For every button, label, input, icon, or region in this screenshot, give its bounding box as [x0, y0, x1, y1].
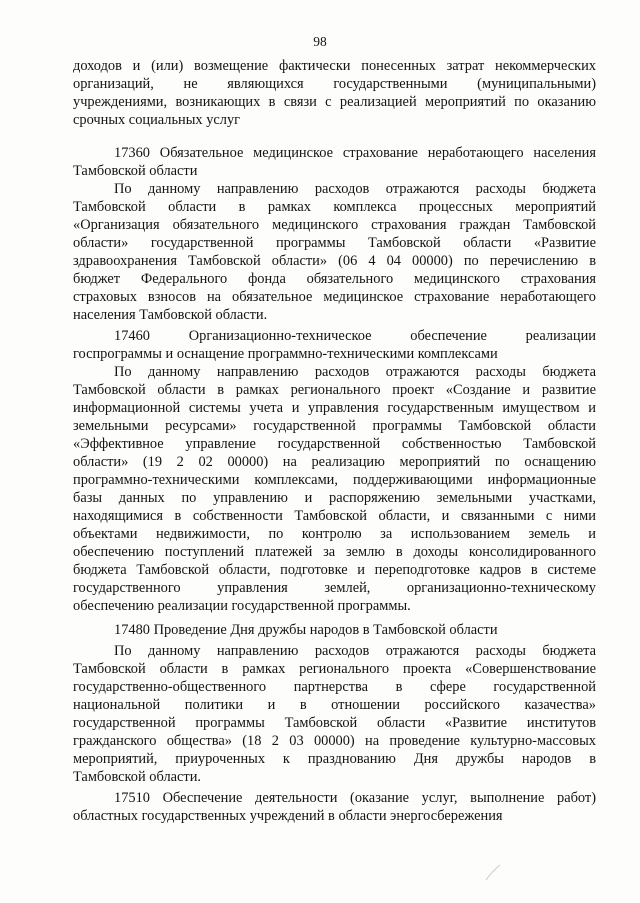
text-line: госпрограммы и оснащение программно-техническими комплексами — [73, 346, 498, 362]
text-line: Тамбовской области. — [73, 769, 201, 785]
text-line: находящимися в собственности Тамбовской области, и связанными с ними — [73, 508, 596, 524]
text-line: 17360 Обязательное медицинское страхование неработающего населения — [114, 145, 596, 161]
text-line: государственной программы Тамбовской области «Развитие институтов — [73, 715, 596, 731]
text-line: земельными ресурсами» государственной программы Тамбовской области — [73, 418, 596, 434]
text-line: населения Тамбовской области. — [73, 307, 268, 323]
text-line: здравоохранения Тамбовской области» (06 4 04 00000) по перечислению в — [73, 253, 596, 269]
text-line: «Эффективное управление государственной собственностью Тамбовской — [73, 436, 596, 452]
text-line: страховых взносов на обязательное медицинское страхование неработающего — [73, 289, 596, 305]
text-line: мероприятий, приуроченных к празднованию Дня дружбы народов в — [73, 751, 596, 767]
text-line: учреждениями, возникающих в связи с реализацией мероприятий по оказанию — [73, 94, 596, 110]
text-line: Тамбовской области — [73, 163, 198, 179]
text-line: обеспечению поступлений платежей за землю в доходы консолидированного — [73, 544, 596, 560]
text-line: По данному направлению расходов отражаются расходы бюджета — [114, 364, 596, 380]
text-line: обеспечению реализации государственной программы. — [73, 598, 411, 614]
text-line: По данному направлению расходов отражаются расходы бюджета — [114, 643, 596, 659]
text-line: государственно-общественного партнерства в сфере государственной — [73, 679, 596, 695]
text-line: Тамбовской области в рамках комплекса процессных мероприятий — [73, 199, 596, 215]
text-line: программно-техническими комплексами, поддерживающими информационные — [73, 472, 596, 488]
text-line: области» государственной программы Тамбовской области «Развитие — [73, 235, 596, 251]
page-number: 98 — [313, 34, 327, 49]
text-line: 17480 Проведение Дня дружбы народов в Тамбовской области — [114, 622, 498, 638]
text-line: области» (19 2 02 00000) на реализацию мероприятий по оснащению — [73, 454, 596, 470]
text-line: По данному направлению расходов отражаются расходы бюджета — [114, 181, 596, 197]
scan-mark — [482, 862, 504, 884]
text-line: объектами недвижимости, по контролю за использованием земель и — [73, 526, 596, 542]
text-line: «Организация обязательного медицинского страхования граждан Тамбовской — [73, 217, 596, 233]
text-line: государственного управления землей, организационно-техническому — [73, 580, 596, 596]
text-line: организаций, не являющихся государственными (муниципальными) — [73, 76, 596, 92]
text-line: Тамбовской области в рамках регионального проект «Создание и развитие — [73, 382, 596, 398]
text-line: областных государственных учреждений в области энергосбережения — [73, 808, 503, 824]
text-line: 17460 Организационно-техническое обеспечение реализации — [114, 328, 596, 344]
text-line: национальной политики и в отношении российского казачества» — [73, 697, 596, 713]
text-line: срочных социальных услуг — [73, 112, 241, 128]
text-line: бюджета Тамбовской области, подготовке и переподготовке кадров в системе — [73, 562, 596, 578]
text-line: бюджет Федерального фонда обязательного медицинского страхования — [73, 271, 596, 287]
text-line: 17510 Обеспечение деятельности (оказание услуг, выполнение работ) — [114, 790, 596, 806]
text-line: доходов и (или) возмещение фактически понесенных затрат некоммерческих — [73, 58, 596, 74]
text-line: базы данных по управлению и распоряжению земельными участками, — [73, 490, 596, 506]
text-line: гражданского общества» (18 2 03 00000) на проведение культурно-массовых — [73, 733, 596, 749]
text-line: Тамбовской области в рамках регионального проекта «Совершенствование — [73, 661, 596, 677]
text-line: информационной системы учета и управления государственным имуществом и — [73, 400, 596, 416]
